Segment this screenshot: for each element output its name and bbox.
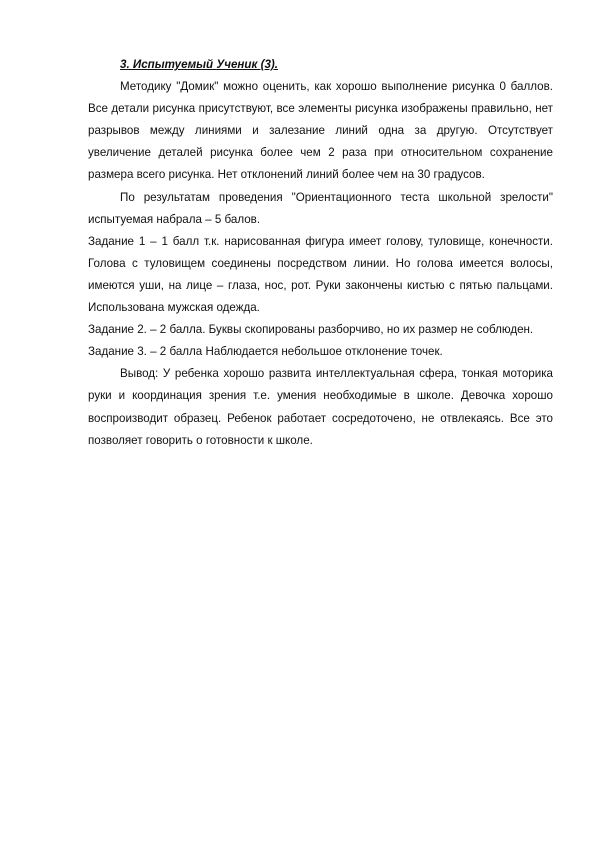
paragraph-task-3: Задание 3. – 2 балла Наблюдается небольшое отклонение точек. <box>88 345 443 359</box>
paragraph-task-2: Задание 2. – 2 балла. Буквы скопированы разборчиво, но их размер не соблюден. <box>88 323 534 337</box>
section-heading: 3. Испытуемый Ученик (3). <box>120 58 278 71</box>
paragraph-domik-method: Методику "Домик" можно оценить, как хорошо выполнение рисунка 0 баллов. Все детали рисунка присутствуют, все элементы рисунка изображены правильно, нет разрывов между линиями и залезание линий одна за другую. Отсутствует увеличение деталей рисунка более чем 2 раза при относительном сохранение размера всего рисунка. Нет отклонений линий более чем на 30 градусов. <box>88 80 553 182</box>
paragraph-task-1: Задание 1 – 1 балл т.к. нарисованная фигура имеет голову, туловище, конечности. Голова с туловищем соединены посредством линии. Но голова имеется волосы, имеются уши, на лице – глаза, нос, рот. Руки закончены кистью с пятью пальцами. Использована мужская одежда. <box>88 234 553 315</box>
paragraph-conclusion: Вывод: У ребенка хорошо развита интеллектуальная сфера, тонкая моторика руки и координация зрения т.е. умения необходимые в школе. Девочка хорошо воспроизводит образец. Ребенок работает сосредоточено, не отвлекаясь. Все это позволяет говорить о готовности к школе. <box>88 367 553 447</box>
paragraph-test-results: По результатам проведения "Ориентационного теста школьной зрелости" испытуемая набрала – 5 балов. <box>88 190 553 226</box>
document-body <box>88 54 553 452</box>
